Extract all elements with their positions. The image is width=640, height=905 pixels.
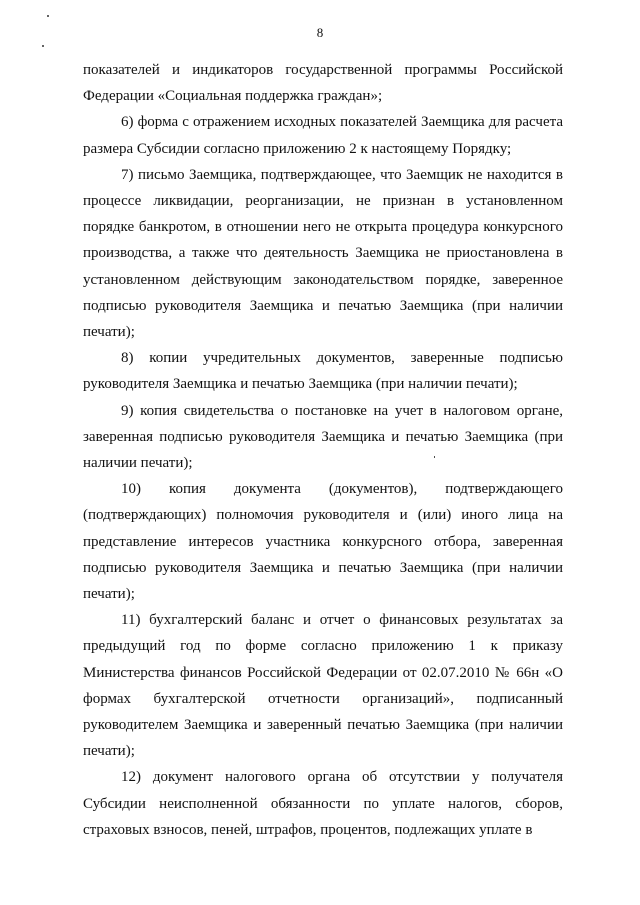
paragraph-item-10: 10) копия документа (документов), подтверждающего (подтверждающих) полномочия руководителя и (или) иного лица на представление интересов участника конкурсного отбора, заверенная подписью руководителя Заемщика и печатью Заемщика (при наличии печати); <box>83 481 563 603</box>
paragraph-item-11: 11) бухгалтерский баланс и отчет о финансовых результатах за предыдущий год по форме согласно приложению 1 к приказу Министерства финансов Российской Федерации от 02.07.2010 № 66н «О формах бухгалтерской отчетности организаций», подписанный руководителем Заемщика и заверенный печатью Заемщика (при наличии печати); <box>83 612 563 760</box>
paragraph-continuation: показателей и индикаторов государственной программы Российской Федерации «Социальная поддержка граждан»; <box>83 62 563 105</box>
page-number: 8 <box>316 25 324 40</box>
scan-speck <box>42 45 44 47</box>
paragraph-item-8: 8) копии учредительных документов, заверенные подписью руководителя Заемщика и печатью Заемщика (при наличии печати); <box>83 350 563 393</box>
paragraph-item-12: 12) документ налогового органа об отсутствии у получателя Субсидии неисполненной обязанности по уплате налогов, сборов, страховых взносов, пеней, штрафов, процентов, подлежащих уплате в <box>83 769 563 838</box>
paragraph-item-9: 9) копия свидетельства о постановке на учет в налоговом органе, заверенная подписью руководителя Заемщика и печатью Заемщика (при наличии печати); <box>83 402 563 472</box>
paragraph-item-6: 6) форма с отражением исходных показателей Заемщика для расчета размера Субсидии согласно приложению 2 к настоящему Порядку; <box>83 114 563 157</box>
scan-speck <box>47 15 49 17</box>
paragraph-item-7: 7) письмо Заемщика, подтверждающее, что Заемщик не находится в процессе ликвидации, реорганизации, не признан в установленном порядке банкротом, в отношении него не открыта процедура конкурсного производства, а также что деятельность Заемщика не приостановлена в установленном действующим законодательством порядке, заверенное подписью руководителя Заемщика и печатью Заемщика (при наличии печати); <box>83 166 563 341</box>
document-body <box>83 57 563 843</box>
